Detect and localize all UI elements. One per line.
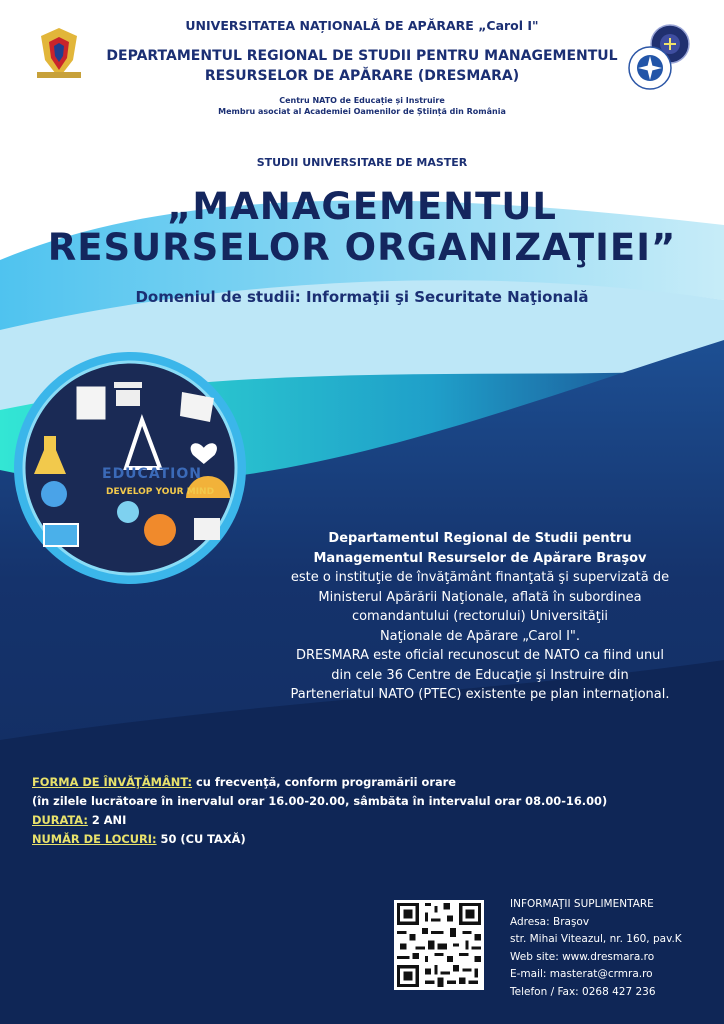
durata-label: DURATA: — [32, 813, 88, 827]
education-emblem-icon — [10, 348, 250, 588]
qr-code-icon[interactable] — [394, 900, 484, 990]
contact-email[interactable]: E-mail: masterat@crmra.ro — [510, 968, 653, 980]
program-kicker: STUDII UNIVERSITARE DE MASTER — [256, 156, 468, 169]
description-line: comandantului (rectorului) Universităţii — [351, 609, 609, 624]
contact-heading: INFORMAŢII SUPLIMENTARE — [510, 898, 654, 910]
department-line-1: DEPARTAMENTUL REGIONAL DE STUDII PENTRU MANAGEMENTUL — [106, 48, 618, 64]
durata-value: 2 ANI — [87, 813, 127, 827]
description-line: este o instituţie de învăţământ finanţată şi supervizată de — [290, 570, 670, 585]
description-line: Ministerul Apărării Naţionale, aflată în subordinea — [318, 589, 642, 605]
institution-description — [260, 529, 700, 705]
program-title-line-1: „MANAGEMENTUL — [167, 185, 557, 228]
forma-row — [32, 773, 607, 792]
program-title — [0, 186, 724, 268]
contact-website[interactable]: Web site: www.dresmara.ro — [510, 950, 655, 963]
emblem-word: EDUCATION — [102, 466, 202, 482]
contact-info — [510, 896, 682, 1001]
program-title-line-2: RESURSELOR ORGANIZAŢIEI” — [47, 226, 677, 269]
contact-address-1: Adresa: Braşov — [510, 915, 590, 928]
department-name — [0, 46, 724, 86]
description-line: din cele 36 Centre de Educaţie şi Instruire din — [331, 667, 629, 683]
study-domain: Domeniul de studii: Informaţii şi Securitate Naţională — [135, 288, 589, 306]
forma-value: cu frecvenţă, conform programării orare — [192, 775, 456, 789]
program-details — [32, 773, 607, 849]
description-line: DRESMARA este oficial recunoscut de NATO ca fiind unul — [295, 648, 665, 663]
university-name: UNIVERSITATEA NAȚIONALĂ DE APĂRARE „Carol I" — [185, 18, 539, 33]
nato-line-1: Centru NATO de Educație și Instruire — [279, 96, 445, 105]
description-line: Parteneriatul NATO (PTEC) existente pe plan internaţional. — [290, 687, 670, 702]
description-line: Managementul Resurselor de Apărare Braşov — [313, 550, 647, 566]
durata-row — [32, 811, 607, 830]
department-line-2: RESURSELOR DE APĂRARE (DRESMARA) — [204, 68, 520, 84]
description-line: Departamentul Regional de Studii pentru — [328, 531, 632, 546]
schedule-row: (în zilele lucrătoare în inervalul orar 16.00-20.00, sâmbăta în intervalul orar 08.00-16.00) — [32, 794, 608, 808]
contact-phone: Telefon / Fax: 0268 427 236 — [510, 985, 656, 998]
contact-address-2: str. Mihai Viteazul, nr. 160, pav.K — [510, 933, 682, 945]
forma-label: FORMA DE ÎNVĂŢĂMÂNT: — [32, 775, 193, 789]
emblem-tagline: DEVELOP YOUR MIND — [106, 487, 215, 497]
nato-affiliation — [0, 95, 724, 117]
locuri-label: NUMĂR DE LOCURI: — [32, 832, 157, 846]
nato-line-2: Membru asociat al Academiei Oamenilor de Știință din România — [218, 107, 506, 116]
description-line: Naţionale de Apărare „Carol I". — [379, 628, 581, 644]
locuri-value: 50 (CU TAXĂ) — [156, 832, 246, 846]
locuri-row — [32, 830, 607, 849]
